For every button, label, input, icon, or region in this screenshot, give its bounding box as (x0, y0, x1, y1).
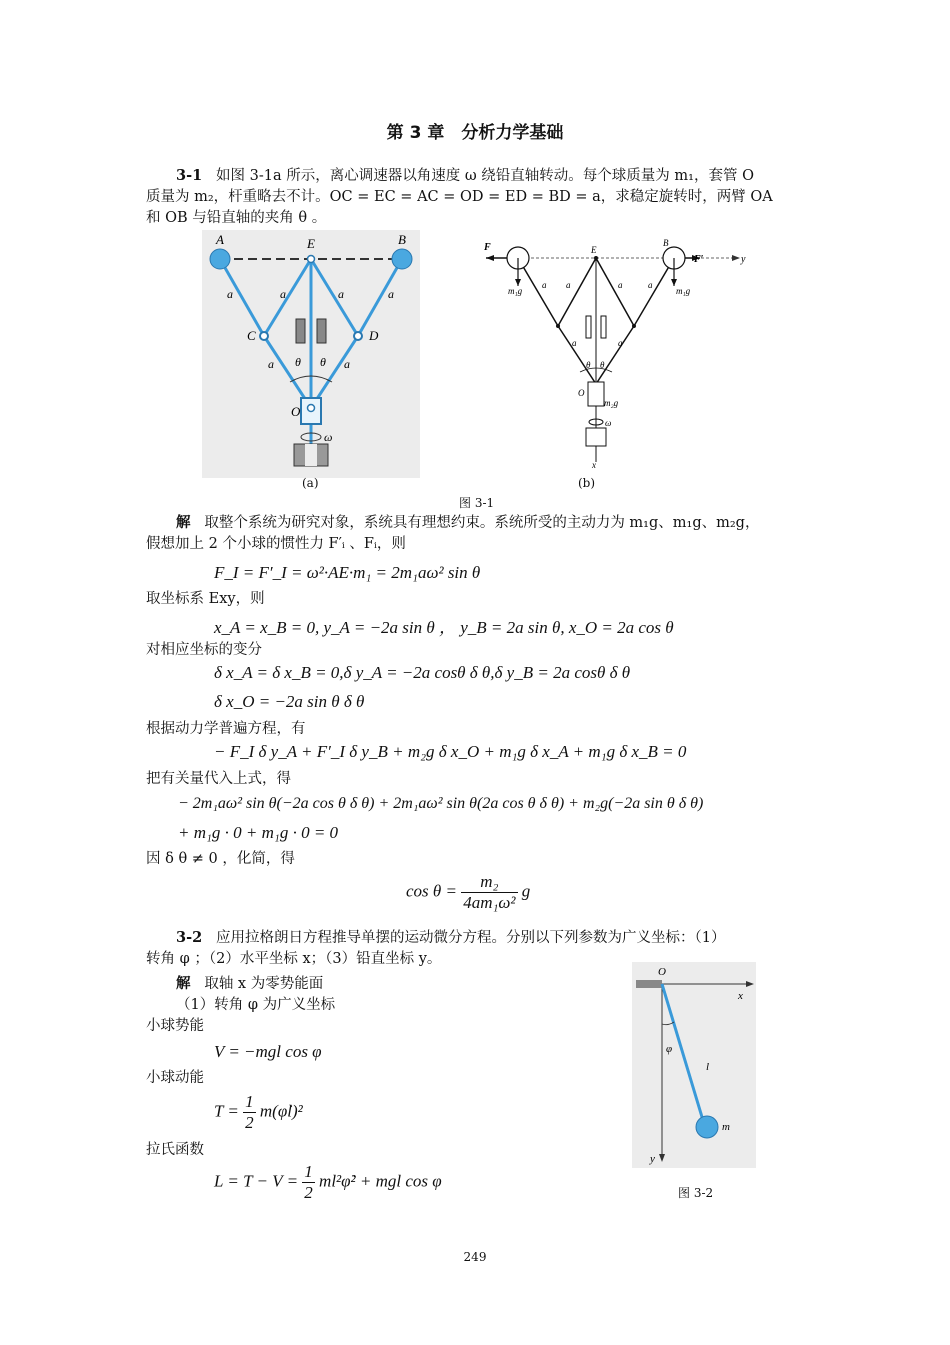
label-o-origin: O (658, 966, 666, 978)
equation-part: cos θ = (406, 881, 457, 901)
solution-text: 取坐标系 Exy，则 (146, 591, 265, 607)
label-f1: F (484, 242, 491, 253)
label-a-length: a (542, 280, 547, 290)
equation: − F_I δ y_A + F′_I δ y_B + m₂g δ x_O + m₁g δ x_A + m₁g δ x_B = 0 (214, 742, 687, 761)
label-f1-prime: F′ (694, 254, 704, 265)
ceiling-support (636, 980, 662, 988)
subfigure-a-label: (a) (302, 476, 319, 490)
label-theta: θ (320, 355, 326, 369)
label-omega: ω (605, 418, 612, 428)
weight-arrowhead (515, 279, 521, 286)
label-o-point: O (578, 388, 585, 398)
bearing-right (317, 319, 326, 343)
label-a-length: a (648, 280, 653, 290)
problem-number: 3-1 (176, 167, 203, 184)
figure-3-1a (202, 230, 420, 478)
label-y-axis: y (741, 254, 746, 265)
pivot-d (632, 324, 636, 328)
problem-number: 3-2 (176, 929, 203, 946)
label-a-point: A (216, 232, 224, 247)
label-l: l (706, 1061, 710, 1073)
label-x-axis: x (738, 990, 743, 1002)
solution-text: 取整个系统为研究对象，系统具有理想约束。系统所受的主动力为 m₁g、m₁g、m₂g， (204, 515, 760, 531)
label-x-axis: x (592, 460, 596, 470)
sleeve-o (588, 382, 604, 406)
pivot-o (308, 405, 315, 412)
problem-3-1 (146, 165, 816, 229)
bearing-right (601, 316, 606, 338)
base-slot (305, 444, 317, 466)
pivot-d (354, 332, 362, 340)
base-support (586, 428, 606, 446)
figure-caption: 图 3-2 (678, 1186, 714, 1200)
equation: − 2m₁aω² sin θ(−2a cos θ δ θ) + 2m₁aω² sin θ(2a cos θ δ θ) + m₂g(−2a sin θ δ θ) (178, 795, 704, 812)
label-b-point: B (398, 232, 406, 247)
label-a-length: a (618, 280, 623, 290)
label-a-length: a (344, 357, 350, 371)
problem-text-line: 转角 φ ；（2）水平坐标 x；（3）铅直坐标 y。 (146, 951, 442, 967)
label-d-point: D (369, 328, 379, 343)
label-a-length: a (280, 287, 286, 301)
equation-cos-theta (406, 872, 530, 913)
label-y-axis: y (650, 1153, 655, 1165)
label-c-point: C (247, 328, 256, 343)
bearing-left (296, 319, 305, 343)
solution-text: 对相应坐标的变分 (146, 642, 262, 658)
equation: V = −mgl cos φ (214, 1042, 322, 1061)
equation: + m₁g · 0 + m₁g · 0 = 0 (178, 823, 339, 842)
fraction-numerator: 1 (304, 1162, 313, 1181)
solution-text: 拉氏函数 (146, 1142, 204, 1158)
label-omega: ω (324, 430, 333, 444)
equation: F_I = F′_I = ω²·AE·m₁ = 2m₁aω² sin θ (214, 563, 481, 582)
label-a-length: a (388, 287, 394, 301)
problem-text-line: 质量为 m₂，杆重略去不计。OC = EC = AC = OD = ED = BD = a，求稳定旋转时，两臂 OA (146, 189, 773, 205)
label-m2g: m₂g (604, 398, 619, 408)
fraction (461, 872, 517, 913)
label-theta: θ (586, 360, 591, 370)
solution-text: 把有关量代入上式，得 (146, 771, 291, 787)
label-e-point: E (307, 236, 315, 251)
solution-text: 因 δ θ ≠ 0 ，化简，得 (146, 851, 295, 867)
weight-arrowhead (671, 279, 677, 286)
label-theta: θ (600, 360, 605, 370)
equation-lagrangian (214, 1162, 442, 1203)
equation-kinetic (214, 1092, 303, 1133)
fraction-numerator: m₂ (461, 872, 517, 893)
page-number: 249 (463, 1250, 487, 1264)
label-e-point: E (591, 245, 597, 255)
label-m: m (722, 1121, 730, 1133)
ball-a (210, 249, 230, 269)
fraction-denominator: 2 (245, 1113, 254, 1132)
solution-text: 取轴 x 为零势能面 (204, 976, 324, 992)
equation: δ x_O = −2a sin θ δ θ (214, 692, 365, 711)
arm-ac (518, 258, 558, 326)
pivot-e (594, 256, 598, 260)
problem-text-line: 如图 3-1a 所示，离心调速器以角速度 ω 绕铅直轴转动。每个球质量为 m₁，套管 O (216, 168, 754, 184)
figure-caption: 图 3-1 (459, 496, 495, 510)
force-arrow (486, 255, 494, 261)
equation: x_A = x_B = 0, y_A = −2a sin θ ， y_B = 2a sin θ, x_O = 2a cos θ (214, 618, 674, 637)
solution-text: （1）转角 φ 为广义坐标 (176, 997, 336, 1013)
problem-text-line: 应用拉格朗日方程推导单摆的运动微分方程。分别以下列参数为广义坐标：（1） (216, 930, 726, 946)
subfigure-b-label: (b) (578, 476, 596, 490)
label-a-length: a (618, 338, 623, 348)
solution-3-1 (146, 512, 816, 555)
solution-text: 根据动力学普遍方程，有 (146, 721, 306, 737)
fraction-denominator: 4am₁ω² (463, 893, 516, 912)
label-theta: θ (295, 355, 301, 369)
label-a-length: a (566, 280, 571, 290)
fraction-numerator: 1 (245, 1092, 254, 1111)
solution-label: 解 (176, 514, 191, 531)
equation: δ x_A = δ x_B = 0,δ y_A = −2a cosθ δ θ,δ y_B = 2a cosθ δ θ (214, 663, 631, 682)
problem-text-line: 和 OB 与铅直轴的夹角 θ 。 (146, 210, 327, 226)
solution-text: 小球动能 (146, 1070, 204, 1086)
label-phi: φ (666, 1043, 673, 1055)
axis-arrow (732, 255, 740, 261)
solution-text: 小球势能 (146, 1018, 204, 1034)
label-a-length: a (572, 338, 577, 348)
figure-3-2 (632, 962, 756, 1168)
equation-part: T = (214, 1101, 239, 1121)
label-a-length: a (227, 287, 233, 301)
equation-part: m(φ̇l)² (259, 1101, 303, 1121)
pivot-e (308, 256, 315, 263)
pivot-c (260, 332, 268, 340)
fraction (302, 1162, 315, 1203)
pendulum-bob (696, 1116, 718, 1138)
solution-label: 解 (176, 975, 191, 992)
label-o-point: O (291, 404, 301, 419)
label-m1g: m₁g (676, 286, 691, 296)
chapter-title: 第 3 章 分析力学基础 (386, 123, 564, 143)
label-a-length: a (338, 287, 344, 301)
ball-b (392, 249, 412, 269)
equation-part: g (521, 881, 531, 901)
label-m1g: m₁g (508, 286, 523, 296)
fraction-denominator: 2 (304, 1183, 313, 1202)
pivot-c (556, 324, 560, 328)
bearing-left (586, 316, 591, 338)
equation-part: ml²φ̇² + mgl cos φ (319, 1171, 442, 1191)
solution-text: 假想加上 2 个小球的惯性力 F′ᵢ 、Fᵢ，则 (146, 536, 406, 552)
arm-bd (634, 258, 674, 326)
figure-3-1b (478, 236, 750, 470)
equation-part: L = T − V = (214, 1171, 299, 1191)
label-a-length: a (268, 357, 274, 371)
label-b-point: B (663, 238, 669, 248)
fraction (243, 1092, 256, 1133)
solution-3-2 (146, 973, 616, 1037)
